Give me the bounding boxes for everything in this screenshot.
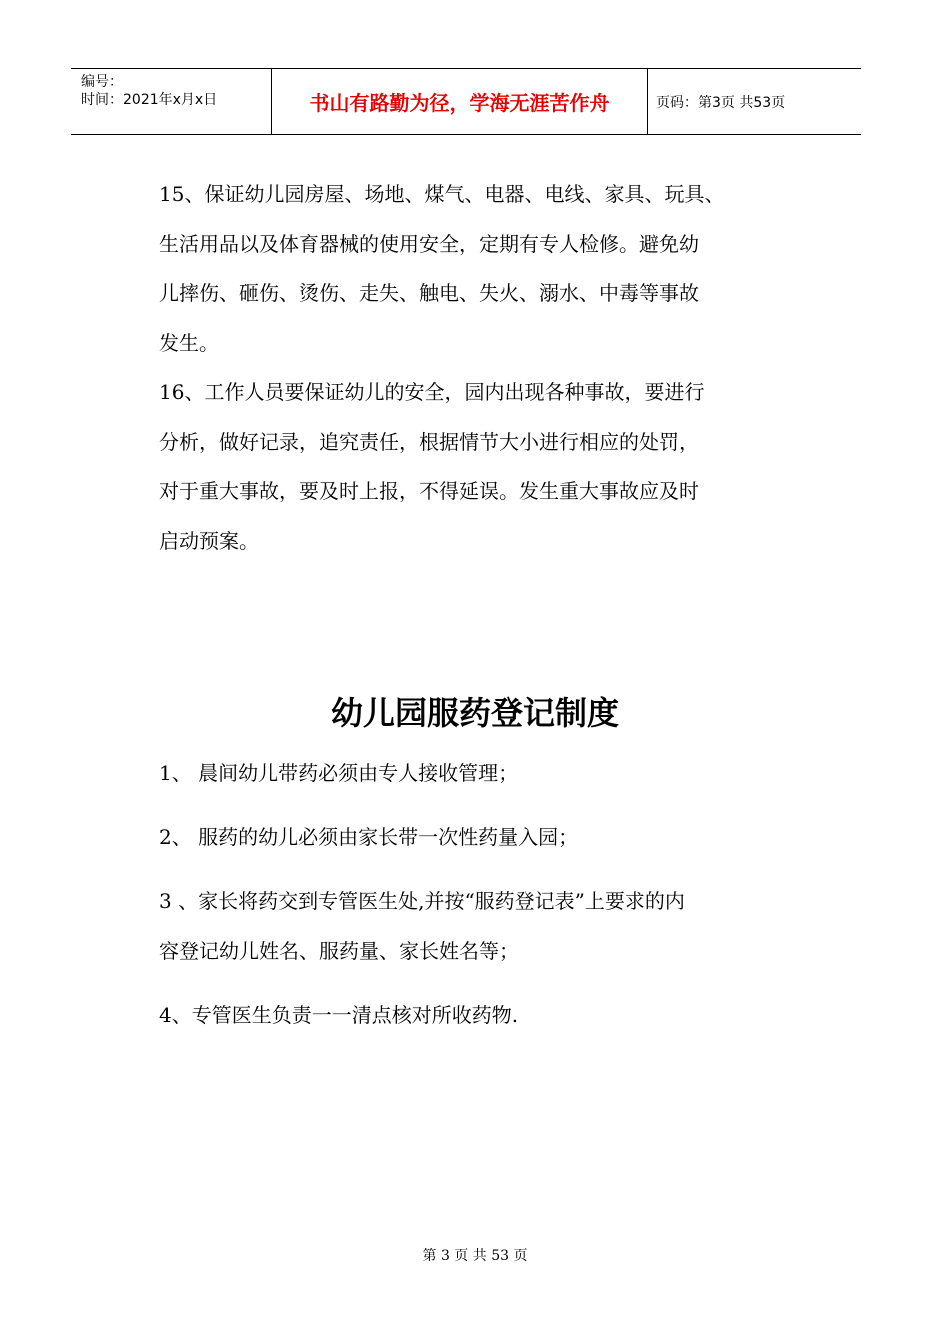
section-title: 幼儿园服药登记制度 (330, 694, 619, 732)
paragraph-16-line: 16、工作人员要保证幼儿的安全，园内出现各种事故，要进行 (159, 380, 705, 404)
header-number-label: 编号： (81, 74, 123, 90)
header-motto: 书山有路勤为径，学海无涯苦作舟 (272, 69, 648, 134)
page-footer: 第 3 页 共 53 页 (422, 1248, 528, 1264)
paragraph-15-line: 生活用品以及体育器械的使用安全，定期有专人检修。避免幼 (159, 231, 699, 256)
paragraph-15-line: 15、保证幼儿园房屋、场地、煤气、电器、电线、家具、玩具、 (159, 182, 725, 206)
list-item-line: 容登记幼儿姓名、服药量、家长姓名等； (159, 939, 519, 963)
medication-rules-list (159, 748, 799, 1054)
list-item (159, 748, 799, 798)
paragraph-16-line: 分析，做好记录，追究责任，根据情节大小进行相应的处罚， (159, 429, 699, 454)
paragraph-16-line: 对于重大事故，要及时上报，不得延误。发生重大事故应及时 (159, 479, 699, 503)
list-item (159, 876, 799, 976)
header-page-info: 页码：第3页 共53页 (656, 94, 786, 111)
list-item-line: 1、 晨间幼儿带药必须由专人接收管理； (159, 761, 519, 785)
list-item-line: 2、 服药的幼儿必须由家长带一次性药量入园； (159, 825, 579, 849)
header-meta (71, 69, 272, 134)
list-item-line: 3 、家长将药交到专管医生处,并按“服药登记表”上要求的内 (159, 889, 685, 913)
paragraph-15-line: 儿摔伤、砸伤、烫伤、走失、触电、失火、溺水、中毒等事故 (159, 281, 699, 305)
header-time-label: 时间：2021年x月x日 (81, 92, 218, 108)
paragraph-16-line: 启动预案。 (159, 528, 259, 553)
body-content (159, 170, 799, 566)
list-item (159, 990, 799, 1040)
page-header (71, 68, 861, 135)
list-item-line: 4、专管医生负责一一清点核对所收药物. (159, 1003, 519, 1027)
list-item (159, 812, 799, 862)
paragraph-15-line: 发生。 (159, 330, 219, 355)
